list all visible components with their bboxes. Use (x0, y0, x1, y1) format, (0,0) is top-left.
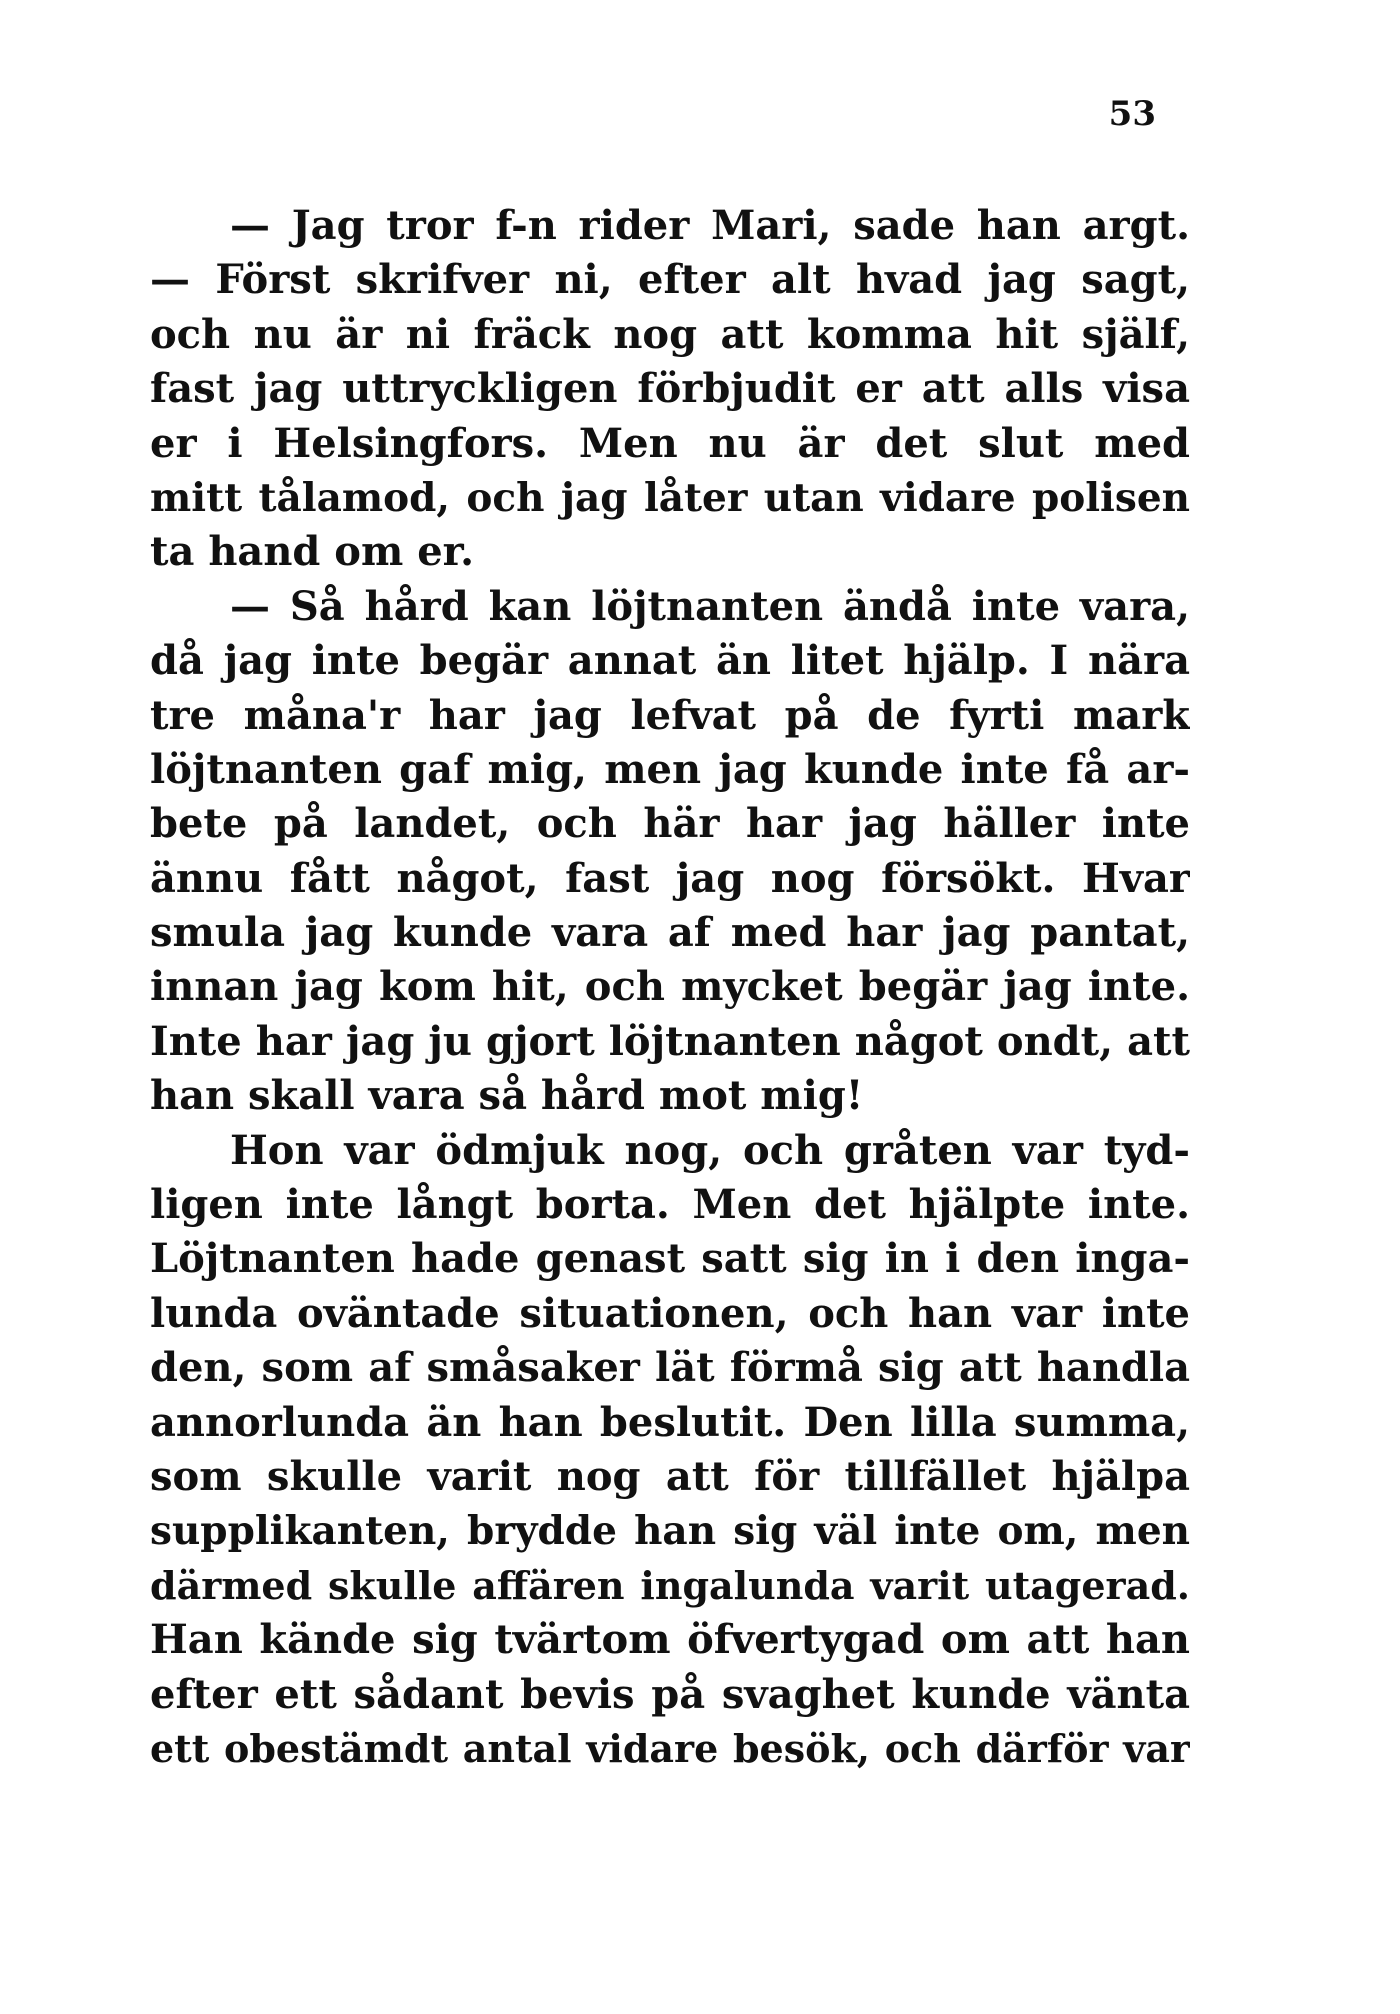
text-line: — Så hård kan löjtnanten ändå inte vara, (230, 582, 1190, 630)
text-line: därmed skulle affären ingalunda varit utagerad. (150, 1562, 1190, 1608)
text-line: er i Helsingfors. Men nu är det slut med (150, 419, 1190, 467)
text-line: då jag inte begär annat än litet hjälp. I nära (150, 637, 1190, 685)
text-line: — Jag tror f-n rider Mari, sade han argt. (230, 202, 1190, 249)
text-line: — Först skrifver ni, efter alt hvad jag sagt, (150, 256, 1190, 304)
text-line: smula jag kunde vara af med har jag pantat, (150, 909, 1190, 957)
text-line: ligen inte långt borta. Men det hjälpte inte. (150, 1181, 1190, 1229)
text-line: Löjtnanten hade genast satt sig in i den inga- (150, 1235, 1190, 1283)
text-line: innan jag kom hit, och mycket begär jag inte. (150, 963, 1190, 1011)
text-line: mitt tålamod, och jag låter utan vidare polisen (150, 474, 1190, 521)
body-text (150, 199, 1190, 1776)
text-line: fast jag uttryckligen förbjudit er att alls visa (150, 365, 1190, 413)
text-line: efter ett sådant bevis på svaghet kunde vänta (150, 1670, 1190, 1718)
text-line: och nu är ni fräck nog att komma hit själf, (150, 310, 1190, 358)
text-line: annorlunda än han beslutit. Den lilla summa, (150, 1398, 1190, 1446)
text-line: Inte har jag ju gjort löjtnanten något ondt, att (150, 1017, 1190, 1065)
text-line: tre måna'r har jag lefvat på de fyrti mark (150, 691, 1190, 739)
text-line: lunda oväntade situationen, och han var inte (150, 1289, 1190, 1337)
text-line: som skulle varit nog att för tillfället hjälpa (150, 1452, 1190, 1500)
text-line: Han kände sig tvärtom öfvertygad om att han (150, 1616, 1190, 1664)
text-line: supplikanten, brydde han sig väl inte om, men (150, 1508, 1190, 1555)
text-line: ett obestämdt antal vidare besök, och därför var (150, 1725, 1190, 1771)
text-line: den, som af småsaker lät förmå sig att handla (150, 1344, 1190, 1392)
text-line: bete på landet, och här har jag häller inte (150, 800, 1190, 848)
page-number: 53 (1108, 94, 1156, 134)
text-line: ännu fått något, fast jag nog försökt. Hvar (150, 854, 1190, 902)
text-line: ta hand om er. (150, 528, 475, 576)
text-line: löjtnanten gaf mig, men jag kunde inte få ar- (150, 745, 1190, 793)
text-line: han skall vara så hård mot mig! (150, 1072, 864, 1120)
text-line: Hon var ödmjuk nog, och gråten var tyd- (230, 1126, 1190, 1174)
